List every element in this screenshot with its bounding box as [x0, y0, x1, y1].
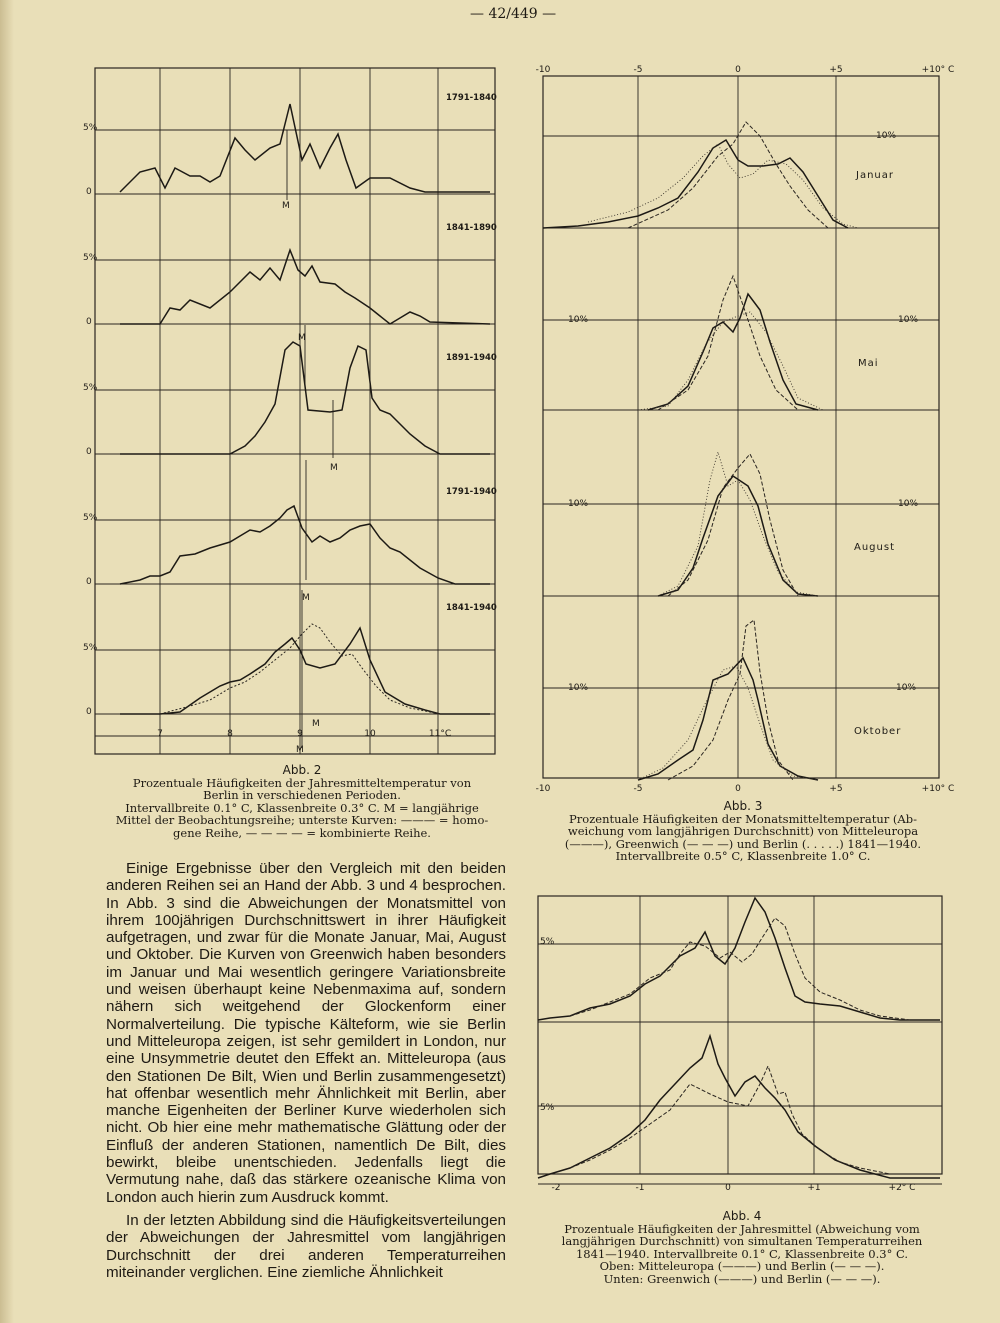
- fig4-five-bottom: 5%: [540, 1103, 555, 1113]
- figure-4-caption-line: Prozentuale Häufigkeiten der Jahresmittel (Abweichung vom: [564, 1221, 920, 1236]
- figure-3-chart: [528, 60, 968, 800]
- fig2-x-tick: 8: [227, 729, 233, 739]
- month-label-oktober: Oktober: [854, 726, 902, 737]
- fig2-five-label-3: 5%: [83, 383, 98, 393]
- bottom-greenwich: [538, 1036, 940, 1178]
- figure-4-percent-labels: [540, 937, 555, 1113]
- ten-left-mai: 10%: [568, 315, 589, 325]
- fig3-bottom-tick: +5: [829, 784, 843, 794]
- body-paragraph-2: In der letzten Abbildung sind die Häufigkeitsverteilungen der Abweichungen der Jahresmittel vom langjährigen Durchschnitt der drei anderen Temperaturreihen miteinander verglichen. Eine ziemliche Ähnlichkeit: [106, 1211, 506, 1281]
- figure-4-caption-title: Abb. 4: [722, 1209, 762, 1223]
- curve-1791-1940: [120, 506, 490, 584]
- figure-3-caption-line: (———), Greenwich (— — —) und Berlin (. . . . .) 1841—1940.: [564, 836, 922, 851]
- figure-3-caption-title: Abb. 3: [723, 799, 763, 813]
- fig2-zero-label-2: 0: [86, 317, 92, 327]
- fig3-bottom-tick: -5: [633, 784, 643, 794]
- fig2-zero-label-4: 0: [86, 577, 92, 587]
- august-greenwich: [668, 454, 798, 596]
- figure-3-greenwich-curves: [628, 122, 828, 780]
- figure-2-caption-line: Berlin in verschiedenen Perioden.: [203, 788, 401, 802]
- figure-4-chart: [530, 888, 970, 1208]
- figure-2-caption-line: gene Reihe, — — — — = kombinierte Reihe.: [173, 825, 431, 840]
- ten-right-august: 10%: [898, 499, 919, 509]
- fig3-top-tick: 0: [735, 65, 741, 75]
- body-paragraph-1: Einige Ergebnisse über den Vergleich mit den beiden anderen Reihen sei an Hand der Abb. 3 und 4 besprochen. In Abb. 3 sind die Abweichungen der Monatsmittel von ihrem 100jährigen Durchschnittswert in ihrer Häufigkeit aufgetragen, und zwar für die Monate Januar, Mai, August und Oktober. Die Kurven von Greenwich haben besonders im Januar und Mai wesentlich geringere Variationsbreite und weisen überhaupt keine Nebenmaxima auf, sondern nähern sich weitgehend der Glockenform einer Normalverteilung. Die typische Kälteform, wie sie Berlin und Mitteleuropa zeigen, ist sehr gemildert in London, nur eine Unsymmetrie deutet den Effekt an. Mitteleuropa (aus den Stationen De Bilt, Wien und Berlin zusammengesetzt) hat offenbar wesentlich mehr Ähnlichkeit mit Berlin, aber manche Eigenheiten der Berliner Kurve wiederholen sich nicht. Ob hier eine mehr mathematische Glättung oder der Einfluß der anderen Stationen, namentlich De Bilt, dies bewirkt, bleibe unentschieden. Jedenfalls liegt die Vermutung nahe, daß das stärkere ozeanische Klima von London auch hierin zum Ausdruck kommt.: [106, 860, 506, 1206]
- figure-3-percent-labels: [568, 131, 918, 693]
- oktober-mitteleuropa: [638, 658, 818, 780]
- fig4-x-tick: 0: [725, 1183, 731, 1193]
- ten-right-mai: 10%: [898, 315, 919, 325]
- fig3-top-tick: +10° C: [921, 65, 955, 75]
- figure-2-x-ticks: [157, 729, 451, 739]
- curve-1841-1890: [120, 250, 490, 324]
- fig3-bottom-tick: +10° C: [921, 784, 955, 794]
- top-mitteleuropa: [538, 898, 940, 1020]
- fig3-top-tick: -5: [633, 65, 643, 75]
- fig2-x-tick: 11°C: [428, 729, 452, 739]
- figure-3-frame: [543, 76, 939, 778]
- page-edge-shadow: [0, 0, 14, 1323]
- fig2-x-tick: 9: [297, 729, 303, 739]
- oktober-berlin: [638, 666, 818, 780]
- figure-3-bottom-ticks: [536, 784, 955, 794]
- ten-left-oktober: 10%: [568, 683, 589, 693]
- month-label-august: August: [854, 542, 895, 553]
- figure-3-caption-line: Intervallbreite 0.5° C, Klassenbreite 1.0° C.: [615, 849, 871, 863]
- mean-label-extra-1: M: [312, 719, 320, 729]
- fig2-five-label-4: 5%: [83, 513, 98, 523]
- figure-4-caption-line: 1841—1940. Intervallbreite 0.1° C, Klassenbreite 0.3° C.: [575, 1246, 909, 1261]
- period-label-4: 1791-1940: [446, 487, 497, 497]
- figure-4-frame: [538, 896, 942, 1184]
- curve-1791-1840: [120, 104, 490, 192]
- figure-2-caption-title: Abb. 2: [282, 763, 322, 777]
- fig3-top-tick: +5: [829, 65, 843, 75]
- mean-label-5: M: [302, 593, 310, 603]
- figure-3-top-ticks: [536, 65, 955, 75]
- mai-greenwich: [658, 276, 798, 410]
- fig2-zero-label-1: 0: [86, 187, 92, 197]
- figure-2-caption: [92, 764, 512, 839]
- period-label-1: 1791-1840: [446, 93, 497, 103]
- fig4-x-tick: +2° C: [888, 1183, 916, 1193]
- fig4-x-tick: -1: [635, 1183, 645, 1193]
- mai-berlin: [638, 312, 823, 410]
- fig2-five-label-1: 5%: [83, 123, 98, 133]
- figure-2-mean-labels: [282, 201, 338, 755]
- fig3-top-tick: -10: [535, 65, 551, 75]
- fig2-zero-label-5: 0: [86, 707, 92, 717]
- mai-mitteleuropa: [648, 294, 818, 410]
- figure-2-period-labels: [446, 93, 497, 613]
- ten-right-januar: 10%: [876, 131, 897, 141]
- fig4-x-tick: -2: [551, 1183, 561, 1193]
- fig2-five-label-5: 5%: [83, 643, 98, 653]
- fig2-zero-label-3: 0: [86, 447, 92, 457]
- figure-3-berlin-curves: [588, 144, 858, 780]
- figure-2-caption-line: Prozentuale Häufigkeiten der Jahresmitteltemperatur von: [132, 775, 472, 790]
- figure-2-caption-line: Intervallbreite 0.1° C, Klassenbreite 0.3° C. M = langjährige: [125, 800, 479, 815]
- month-label-mai: Mai: [858, 358, 879, 369]
- ten-right-oktober: 10%: [896, 683, 917, 693]
- figure-4-caption-line: Unten: Greenwich (———) und Berlin (— — —).: [603, 1271, 881, 1286]
- fig2-x-tick: 10: [364, 729, 376, 739]
- figure-4-caption-line: Oben: Mitteleuropa (———) und Berlin (— — —).: [599, 1259, 885, 1273]
- period-label-2: 1841-1890: [446, 223, 497, 233]
- ten-left-august: 10%: [568, 499, 589, 509]
- month-label-januar: Januar: [856, 170, 894, 181]
- figure-3-caption: [530, 800, 956, 863]
- bottom-berlin: [570, 1066, 890, 1174]
- figure-4-x-ticks: [552, 1183, 916, 1193]
- figure-3-month-labels: [854, 170, 901, 737]
- figure-2-curves: [120, 104, 490, 714]
- fig2-x-tick: 7: [157, 729, 163, 739]
- mean-label-2: M: [298, 333, 306, 343]
- mean-label-extra-2: M: [296, 745, 304, 755]
- page-number: — 42/449 —: [470, 6, 557, 22]
- period-label-3: 1891-1940: [446, 353, 497, 363]
- figure-2-chart: [80, 60, 520, 760]
- figure-2-frame: [95, 68, 495, 754]
- fig3-bottom-tick: 0: [735, 784, 741, 794]
- fig4-x-tick: +1: [807, 1183, 821, 1193]
- curve-1841-1940-homogeneous: [120, 628, 490, 714]
- januar-berlin: [588, 144, 858, 228]
- figure-3-caption-line: weichung vom langjährigen Durchschnitt) von Mitteleuropa: [567, 824, 919, 838]
- fig2-five-label-2: 5%: [83, 253, 98, 263]
- figure-4-caption: [532, 1210, 952, 1285]
- mean-label-1: M: [282, 201, 290, 211]
- mean-label-3: M: [330, 463, 338, 473]
- body-text: [106, 860, 506, 1281]
- figure-2-caption-line: Mittel der Beobachtungsreihe; unterste Kurven: ——— = homo-: [115, 813, 489, 827]
- fig4-five-top: 5%: [540, 937, 555, 947]
- figure-3-mitteleuropa-curves: [543, 140, 848, 780]
- figure-4-solid-curves: [538, 898, 940, 1178]
- figure-4-caption-line: langjährigen Durchschnitt) von simultanen Temperaturreihen: [561, 1234, 923, 1248]
- figure-3-caption-line: Prozentuale Häufigkeiten der Monatsmitteltemperatur (Ab-: [569, 811, 917, 826]
- fig3-bottom-tick: -10: [535, 784, 551, 794]
- figure-4-dashed-curves: [570, 918, 910, 1174]
- period-label-5: 1841-1940: [446, 603, 497, 613]
